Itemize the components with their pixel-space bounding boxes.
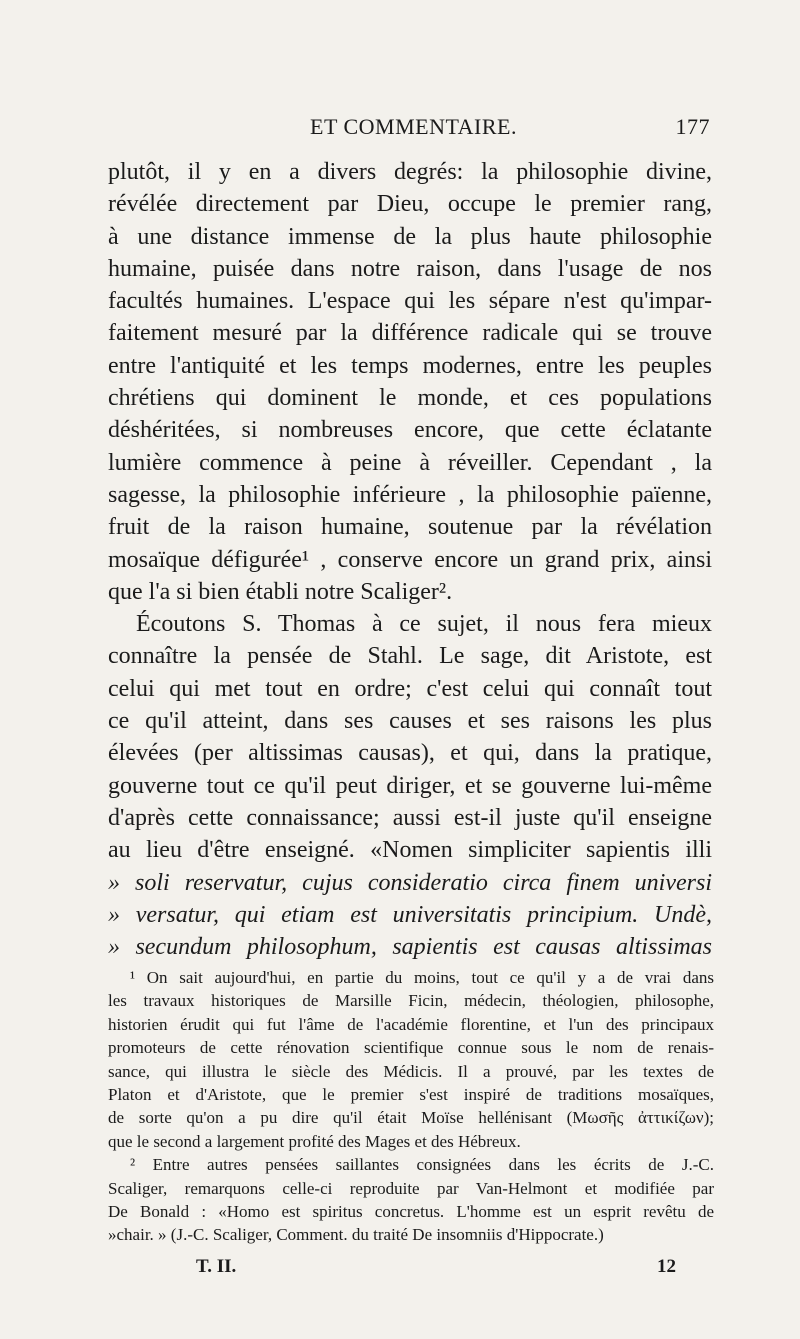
text-line: révélée directement par Dieu, occupe le premier rang,: [108, 191, 712, 218]
main-text: [108, 156, 712, 963]
text-line: d'après cette connaissance; aussi est-il juste qu'il enseigne: [108, 804, 712, 831]
text-line: sagesse, la philosophie inférieure , la philosophie païenne,: [108, 481, 712, 508]
footnotes: [108, 966, 714, 1247]
text-line: faitement mesuré par la différence radicale qui se trouve: [108, 320, 712, 347]
page-footer: [108, 1256, 714, 1284]
text-line: facultés humaines. L'espace qui les sépare n'est qu'impar-: [108, 288, 712, 315]
footnote-line: ¹ On sait aujourd'hui, en partie du moins, tout ce qu'il y a de vrai dans: [130, 968, 714, 987]
text-line: que l'a si bien établi notre Scaliger².: [108, 578, 453, 605]
text-line: gouverne tout ce qu'il peut diriger, et se gouverne lui-même: [108, 772, 712, 799]
text-line: celui qui met tout en ordre; c'est celui qui connaît tout: [108, 675, 712, 702]
sheet-number: 12: [657, 1256, 676, 1277]
footnote-line: Platon et d'Aristote, que le premier s'est inspiré de traditions mosaïques,: [108, 1084, 714, 1104]
text-line: déshéritées, si nombreuses encore, que cette éclatante: [108, 417, 712, 444]
running-header: [108, 114, 710, 146]
text-line: plutôt, il y en a divers degrés: la philosophie divine,: [108, 159, 712, 185]
footnote-line: De Bonald : «Homo est spiritus concretus. L'homme est un esprit revêtu de: [108, 1201, 714, 1221]
footnote-line: historien érudit qui fut l'âme de l'académie florentine, et l'un des principaux: [108, 1014, 714, 1034]
footnote-line: de sorte qu'on a pu dire qu'il était Moïse hellénisant (Μωσῆς ἀττικίζων);: [108, 1108, 714, 1128]
text-line: ce qu'il atteint, dans ses causes et ses raisons les plus: [108, 708, 712, 735]
text-line: » secundum philosophum, sapientis est causas altissimas: [108, 934, 712, 961]
text-line: fruit de la raison humaine, soutenue par la révélation: [108, 514, 712, 541]
text-line: » versatur, qui etiam est universitatis principium. Undè,: [108, 901, 712, 928]
footnote-line: Scaliger, remarquons celle-ci reproduite par Van-Helmont et modifiée par: [108, 1178, 714, 1198]
footnote-line: sance, qui illustra le siècle des Médicis. Il a prouvé, par les textes de: [108, 1061, 714, 1081]
footnote-line: les travaux historiques de Marsille Ficin, médecin, théologien, philosophe,: [108, 991, 714, 1011]
footnote-line: promoteurs de cette rénovation scientifique connue sous le nom de renais-: [108, 1038, 714, 1058]
text-line: mosaïque défigurée¹ , conserve encore un grand prix, ainsi: [108, 546, 712, 573]
text-line: élevées (per altissimas causas), et qui, dans la pratique,: [108, 740, 712, 767]
page-number: 177: [675, 114, 710, 139]
text-line: entre l'antiquité et les temps modernes, entre les peuples: [108, 352, 712, 379]
footnote-line: que le second a largement profité des Mages et des Hébreux.: [108, 1131, 521, 1151]
text-line: humaine, puisée dans notre raison, dans l'usage de nos: [108, 255, 712, 282]
text-line: Écoutons S. Thomas à ce sujet, il nous fera mieux: [136, 611, 712, 638]
text-line: à une distance immense de la plus haute philosophie: [108, 223, 712, 250]
running-title: ET COMMENTAIRE.: [310, 114, 517, 139]
text-line: » soli reservatur, cujus consideratio circa finem universi: [108, 869, 712, 896]
text-line: connaître la pensée de Stahl. Le sage, dit Aristote, est: [108, 643, 712, 670]
footnote-line: »chair. » (J.-C. Scaliger, Comment. du traité De insomniis d'Hippocrate.): [108, 1225, 604, 1245]
text-line: au lieu d'être enseigné. «Nomen simpliciter sapientis illi: [108, 837, 712, 864]
text-line: lumière commence à peine à réveiller. Cependant , la: [108, 449, 712, 476]
footnote-line: ² Entre autres pensées saillantes consignées dans les écrits de J.-C.: [130, 1155, 714, 1175]
volume-signature: T. II.: [196, 1256, 237, 1277]
text-line: chrétiens qui dominent le monde, et ces populations: [108, 385, 712, 412]
